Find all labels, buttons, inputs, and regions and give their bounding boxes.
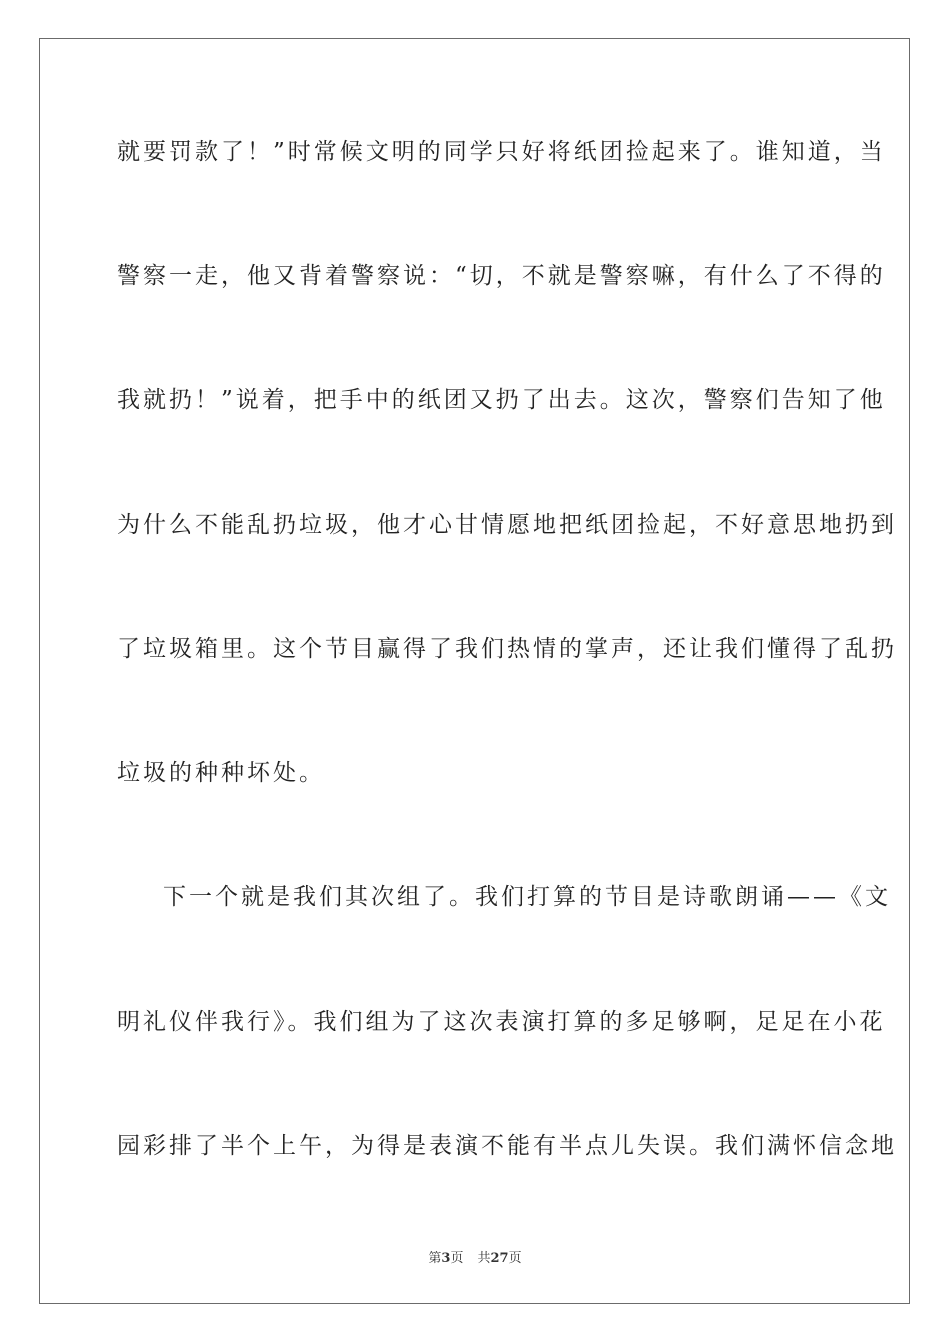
page-border	[39, 38, 910, 1304]
paragraph-line-1: 就要罚款了！”时常候文明的同学只好将纸团捡起来了。谁知道，当	[117, 139, 886, 165]
footer-total-suffix: 页	[508, 1251, 522, 1266]
paragraph-line-8: 明礼仪伴我行》。我们组为了这次表演打算的多足够啊，足足在小花	[117, 1009, 886, 1035]
paragraph-line-4: 为什么不能乱扔垃圾，他才心甘情愿地把纸团捡起，不好意思地扔到	[117, 512, 897, 538]
footer-page-number: 3	[441, 1251, 451, 1266]
paragraph-line-2: 警察一走，他又背着警察说：“切，不就是警察嘛，有什么了不得的	[117, 263, 886, 289]
paragraph-line-9: 园彩排了半个上午，为得是表演不能有半点儿失误。我们满怀信念地	[117, 1133, 897, 1159]
page-footer	[0, 1247, 950, 1266]
paragraph-line-5: 了垃圾箱里。这个节目赢得了我们热情的掌声，还让我们懂得了乱扔	[117, 636, 897, 662]
paragraph-line-6: 垃圾的种种坏处。	[117, 760, 325, 786]
footer-total-pages: 27	[490, 1251, 509, 1266]
footer-page-suffix: 页	[450, 1251, 464, 1266]
paragraph-line-3: 我就扔！”说着，把手中的纸团又扔了出去。这次，警察们告知了他	[117, 387, 886, 413]
footer-total-prefix: 共	[477, 1251, 491, 1266]
footer-page-prefix: 第	[428, 1251, 442, 1266]
paragraph-line-7: 下一个就是我们其次组了。我们打算的节目是诗歌朗诵——《文	[163, 884, 891, 910]
